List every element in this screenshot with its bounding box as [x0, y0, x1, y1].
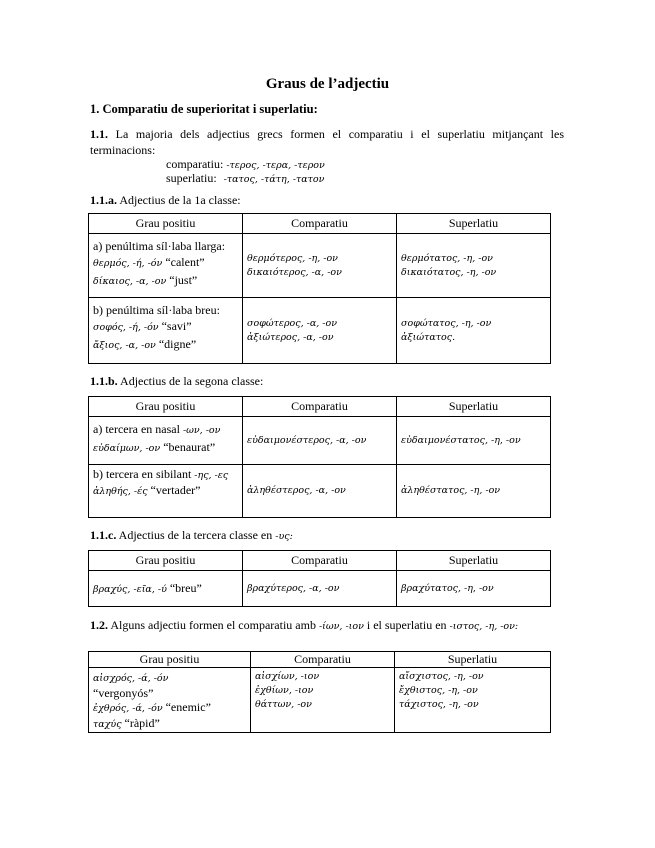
greek-ending: -ιστος, -η, -ον: [449, 621, 519, 632]
table-row [89, 234, 551, 298]
section-text: Adjectius de la tercera classe en [118, 528, 273, 542]
greek-word: ταχύς [93, 719, 122, 730]
positiu-cell [89, 298, 243, 364]
section-1-1-c [90, 528, 293, 543]
table-row [89, 571, 551, 607]
table-row [89, 417, 551, 465]
row-title: b) tercera en sibilant [93, 467, 192, 481]
paragraph-text: i el superlatiu en [366, 618, 447, 632]
comparatiu-cell [251, 668, 395, 733]
gloss: “savi” [161, 319, 192, 333]
greek-form: βραχύτερος, -α, -ον [247, 582, 340, 594]
comparatiu-cell [243, 234, 397, 298]
superlatiu-terminations [166, 170, 324, 188]
header-grau-positiu: Grau positiu [89, 551, 243, 571]
table-header-row [89, 397, 551, 417]
table-1-1-b [88, 396, 551, 518]
header-grau-positiu: Grau positiu [89, 652, 251, 668]
gloss: “benaurat” [163, 440, 216, 454]
greek-word: βραχύς, -εῖα, -ύ [93, 583, 167, 595]
row-title: a) tercera en nasal [93, 422, 180, 436]
positiu-cell [89, 234, 243, 298]
table-header-row [89, 551, 551, 571]
greek-form: εὐδαιμονέστερος, -α, -ον [247, 434, 367, 446]
greek-form: αἴσχιστος, -η, -ον [399, 671, 484, 682]
greek-form: δικαιότατος, -η, -ον [401, 266, 497, 278]
comparatiu-label: comparatiu: [166, 157, 224, 171]
superlatiu-cell [397, 417, 551, 465]
gloss: “digne” [158, 337, 197, 351]
greek-form: ἐχθίων, -ιον [255, 685, 314, 696]
paragraph-1-1 [90, 126, 564, 158]
header-comparatiu: Comparatiu [243, 397, 397, 417]
gloss: “vertader” [150, 483, 201, 497]
header-grau-positiu: Grau positiu [89, 214, 243, 234]
table-1-1-c [88, 550, 551, 607]
section-text: Adjectius de la segona classe: [120, 374, 264, 388]
section-number: 1.1.c. [90, 528, 117, 542]
superlatiu-cell [397, 571, 551, 607]
superlatiu-cell [397, 234, 551, 298]
greek-form: ἀληθέστερος, -α, -ον [247, 485, 346, 496]
superlatiu-cell [395, 668, 551, 733]
comparatiu-forms: -τερος, -τερα, -τερον [226, 160, 325, 171]
row-title: b) penúltima síl·laba breu: [93, 303, 220, 317]
table-row [89, 465, 551, 518]
greek-form: εὐδαιμονέστατος, -η, -ον [401, 434, 521, 446]
header-superlatiu: Superlatiu [395, 652, 551, 668]
positiu-cell [89, 465, 243, 518]
row-title: a) penúltima síl·laba llarga: [93, 239, 226, 253]
section-number: 1.1.b. [90, 374, 118, 388]
table-row [89, 298, 551, 364]
greek-form: δικαιότερος, -α, -ον [247, 266, 342, 278]
gloss: “just” [169, 273, 198, 287]
gloss: “calent” [165, 255, 205, 269]
greek-form: ἀξιώτερος, -α, -ον [247, 331, 334, 343]
paragraph-1-2 [90, 617, 564, 635]
paragraph-number: 1.1. [90, 127, 108, 141]
greek-form: θερμότατος, -η, -ον [401, 252, 493, 264]
greek-word: δίκαιος, -α, -ον [93, 276, 167, 287]
paragraph-number: 1.2. [90, 618, 108, 632]
table-row [89, 668, 551, 733]
superlatiu-label: superlatiu: [166, 171, 217, 185]
greek-word: ἄξιος, -α, -ον [93, 340, 156, 351]
greek-ending: -υς: [275, 531, 293, 542]
table-1-1-a [88, 213, 551, 364]
superlatiu-forms: -τατος, -τάτη, -τατον [223, 174, 325, 185]
paragraph-text: Alguns adjectiu formen el comparatiu amb [110, 618, 316, 632]
greek-word: ἀληθής, -ές [93, 486, 148, 497]
paragraph-text: La majoria dels adjectius grecs formen el comparatiu i el superlatiu mitjançant les terminacions: [90, 127, 565, 157]
greek-ending: -ίων, -ιον [318, 621, 364, 632]
comparatiu-cell [243, 571, 397, 607]
superlatiu-cell [397, 465, 551, 518]
greek-form: αἰσχίων, -ιον [255, 671, 320, 682]
gloss: “ràpid” [124, 716, 160, 730]
header-comparatiu: Comparatiu [243, 214, 397, 234]
greek-form: ἀξιώτατος. [401, 331, 456, 343]
header-comparatiu: Comparatiu [243, 551, 397, 571]
greek-word: σοφός, -ή, -όν [93, 322, 159, 333]
table-header-row [89, 652, 551, 668]
greek-form: σοφώτατος, -η, -ον [401, 317, 492, 329]
greek-form: ἔχθιστος, -η, -ον [399, 685, 478, 696]
header-grau-positiu: Grau positiu [89, 397, 243, 417]
greek-form: σοφώτερος, -α, -ον [247, 317, 337, 329]
section-1-1-b [90, 374, 263, 389]
greek-ending: -ης, -ες [194, 470, 229, 481]
gloss: “vergonyós” [93, 686, 154, 700]
table-header-row [89, 214, 551, 234]
greek-form: θάττων, -ον [255, 699, 312, 710]
header-superlatiu: Superlatiu [397, 397, 551, 417]
comparatiu-cell [243, 465, 397, 518]
greek-word: εὐδαίμων, -ον [93, 443, 161, 454]
positiu-cell [89, 417, 243, 465]
header-superlatiu: Superlatiu [397, 551, 551, 571]
page-title: Graus de l’adjectiu [265, 76, 390, 92]
comparatiu-cell [243, 417, 397, 465]
greek-word: αἰσχρός, -ά, -όν [93, 673, 169, 684]
section-heading: 1. Comparatiu de superioritat i superlatiu: [90, 102, 318, 116]
greek-word: θερμός, -ή, -όν [93, 258, 163, 269]
greek-form: ἀληθέστατος, -η, -ον [401, 485, 501, 496]
greek-ending: -ων, -ον [182, 425, 221, 436]
greek-form: τάχιστος, -η, -ον [399, 699, 479, 710]
header-comparatiu: Comparatiu [251, 652, 395, 668]
section-text: Adjectius de la 1a classe: [119, 193, 241, 207]
section-number: 1.1.a. [90, 193, 117, 207]
greek-form: βραχύτατος, -η, -ον [401, 582, 494, 594]
table-1-2 [88, 651, 551, 733]
header-superlatiu: Superlatiu [397, 214, 551, 234]
greek-form: θερμότερος, -η, -ον [247, 252, 338, 264]
positiu-cell [89, 571, 243, 607]
greek-word: ἐχθρός, -ά, -όν [93, 703, 163, 714]
section-1-1-a [90, 193, 241, 208]
superlatiu-cell [397, 298, 551, 364]
gloss: “breu” [169, 580, 202, 595]
comparatiu-cell [243, 298, 397, 364]
positiu-cell [89, 668, 251, 733]
gloss: “enemic” [165, 700, 211, 714]
